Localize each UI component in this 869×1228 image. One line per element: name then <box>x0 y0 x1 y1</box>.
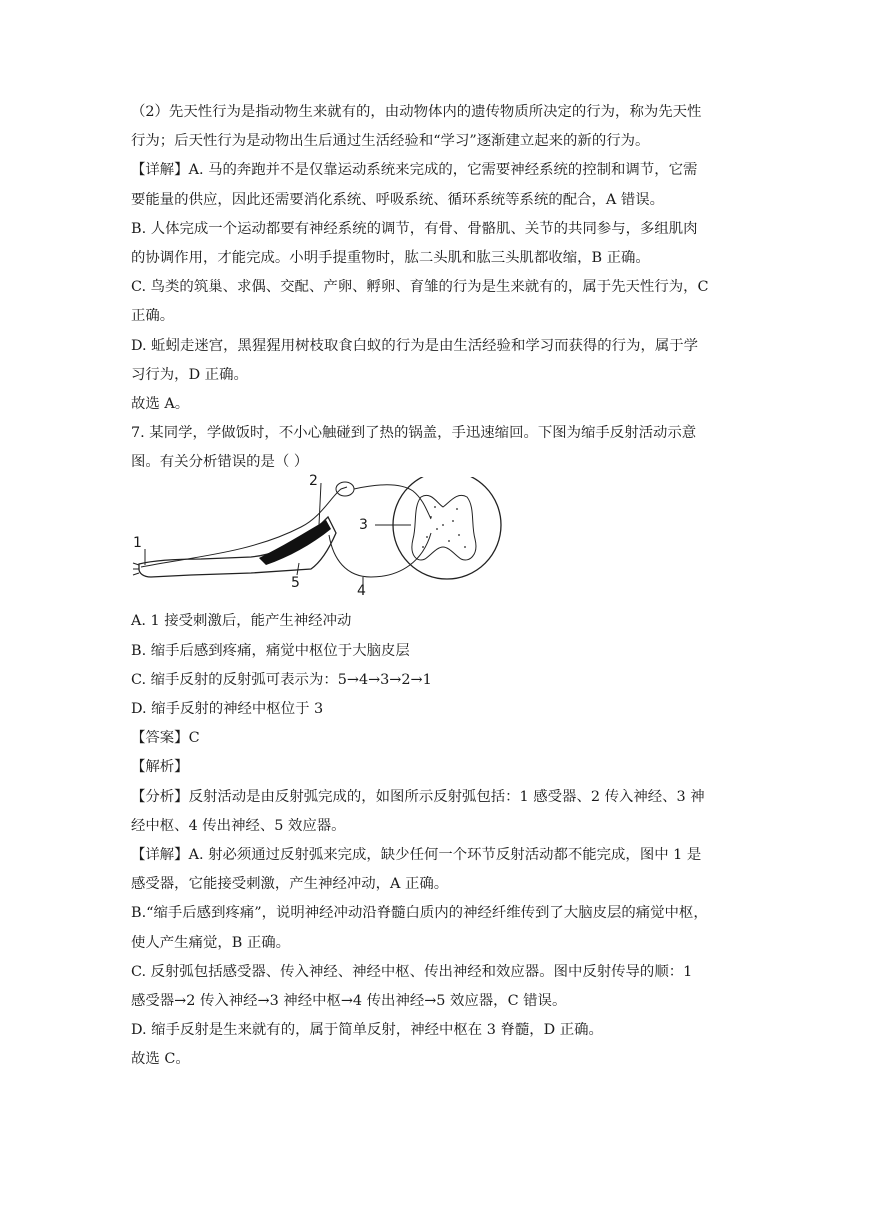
answer-options <box>131 607 743 724</box>
text-line: D. 蚯蚓走迷宫，黑猩猩用树枝取食白蚁的行为是由生活经验和学习而获得的行为，属于学 <box>131 337 699 354</box>
text-line: B.“缩手后感到疼痛”，说明神经冲动沿脊髓白质内的神经纤维传到了大脑皮层的痛觉中枢， <box>131 905 708 922</box>
option-line: B. 缩手后感到疼痛，痛觉中枢位于大脑皮层 <box>131 642 410 659</box>
text-line: 图。有关分析错误的是（ ） <box>131 454 309 471</box>
reflex-arc-figure <box>131 473 743 607</box>
option-line: A. 1 接受刺激后，能产生神经冲动 <box>131 613 352 630</box>
text-line: 正确。 <box>131 308 175 325</box>
label-3: 3 <box>359 517 368 534</box>
text-line: 【详解】A. 射必须通过反射弧来完成，缺少任何一个环节反射活动都不能完成，图中 1 是 <box>131 846 702 863</box>
text-line: 经中枢、4 传出神经、5 效应器。 <box>131 817 346 834</box>
analysis-section <box>131 724 743 1074</box>
text-line: 【解析】 <box>131 759 189 776</box>
text-line: D. 缩手反射是生来就有的，属于简单反射，神经中枢在 3 脊髓，D 正确。 <box>131 1022 603 1039</box>
text-line: 故选 A。 <box>131 395 190 412</box>
text-line: 行为；后天性行为是动物出生后通过生活经验和“学习”逐渐建立起来的新的行为。 <box>131 133 650 150</box>
text-line: B. 人体完成一个运动都要有神经系统的调节，有骨、骨骼肌、关节的共同参与，多组肌肉 <box>131 220 698 237</box>
pointer-5 <box>297 563 299 575</box>
text-line: 的协调作用，才能完成。小明手提重物时，肱二头肌和肱三头肌都收缩，B 正确。 <box>131 249 650 266</box>
document-page <box>131 98 743 1074</box>
text-line: C. 鸟类的筑巢、求偶、交配、产卵、孵卵、育雏的行为是生来就有的，属于先天性行为，C <box>131 279 709 296</box>
text-line: 使人产生痛觉，B 正确。 <box>131 934 291 951</box>
label-1: 1 <box>133 535 142 552</box>
fingers <box>133 563 139 575</box>
muscle-effector <box>259 520 331 565</box>
option-line: D. 缩手反射的神经中枢位于 3 <box>131 701 324 717</box>
label-4: 4 <box>357 583 366 600</box>
text-line: 感受器→2 传入神经→3 神经中枢→4 传出神经→5 效应器，C 错误。 <box>131 992 567 1009</box>
text-line: 【答案】C <box>131 730 200 747</box>
ganglion <box>336 482 354 496</box>
pointer-2 <box>319 483 321 525</box>
grey-matter <box>412 496 476 561</box>
text-line: 要能量的供应，因此还需要消化系统、呼吸系统、循环系统等系统的配合，A 错误。 <box>131 191 665 208</box>
afferent-into-cord <box>354 485 431 519</box>
spinal-cord-outline <box>393 477 501 579</box>
text-line: 7. 某同学，学做饭时，不小心触碰到了热的锅盖，手迅速缩回。下图为缩手反射活动示意 <box>131 425 697 442</box>
option-line: C. 缩手反射的反射弧可表示为：5→4→3→2→1 <box>131 671 432 688</box>
text-line: 习行为，D 正确。 <box>131 366 248 383</box>
grey-matter-dots <box>422 507 466 549</box>
arm-outline <box>139 517 336 577</box>
label-5: 5 <box>291 575 300 592</box>
explanation-section <box>131 98 743 477</box>
text-line: 故选 C。 <box>131 1051 190 1068</box>
text-line: 【详解】A. 马的奔跑并不是仅靠运动系统来完成的，它需要神经系统的控制和调节，它需 <box>131 162 698 179</box>
text-line: （2）先天性行为是指动物生来就有的，由动物体内的遗传物质所决定的行为，称为先天性 <box>131 104 702 120</box>
text-line: 感受器，它能接受刺激，产生神经冲动，A 正确。 <box>131 876 449 893</box>
text-line: 【分析】反射活动是由反射弧完成的，如图所示反射弧包括：1 感受器、2 传入神经、3 神 <box>131 788 705 805</box>
label-2: 2 <box>309 473 318 490</box>
reflex-arc-diagram <box>131 477 743 607</box>
text-line: C. 反射弧包括感受器、传入神经、神经中枢、传出神经和效应器。图中反射传导的顺：1 <box>131 963 693 980</box>
efferent-nerve <box>329 533 431 577</box>
